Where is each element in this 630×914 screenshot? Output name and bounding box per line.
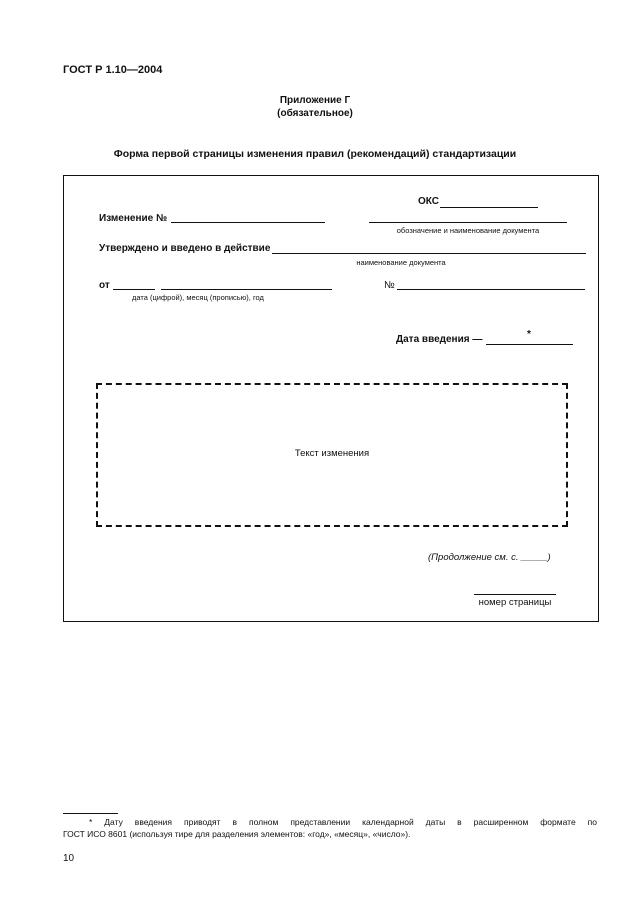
footnote-line-1 — [63, 817, 597, 827]
oks-line — [440, 207, 538, 208]
form-title: Форма первой страницы изменения правил (рекомендаций) стандартизации — [113, 148, 517, 160]
intro-date-asterisk: * — [527, 329, 531, 340]
doc-designation-line — [369, 222, 567, 223]
number-line — [397, 289, 585, 290]
intro-date-label: Дата введения — — [396, 334, 483, 345]
continuation-note: (Продолжение см. с. _____) — [428, 552, 551, 563]
doc-caption: обозначение и наименование документа — [396, 226, 540, 235]
oks-label: ОКС — [418, 196, 439, 207]
page-number-caption: номер страницы — [478, 597, 552, 608]
standard-id: ГОСТ Р 1.10—2004 — [63, 64, 163, 76]
page-number-line — [474, 594, 556, 595]
footnote-line-2: ГОСТ ИСО 8601 (используя тире для разделения элементов: «год», «месяц», «число»). — [63, 829, 411, 839]
footnote-text-1: Дату введения приводят в полном представлении календарной даты в расширенном формате по — [104, 817, 597, 827]
approved-line — [272, 253, 586, 254]
change-text-label: Текст изменения — [294, 448, 370, 459]
footnote-separator — [63, 813, 118, 814]
date-caption: дата (цифрой), месяц (прописью), год — [132, 293, 264, 302]
change-label: Изменение № — [99, 213, 168, 224]
appendix-status: (обязательное) — [277, 108, 353, 119]
from-label: от — [99, 280, 110, 291]
from-day-line — [113, 289, 155, 290]
approved-label: Утверждено и введено в действие — [99, 243, 271, 254]
change-number-line — [171, 222, 325, 223]
page-number: 10 — [63, 853, 75, 864]
number-label: № — [384, 280, 395, 291]
appendix-title: Приложение Г — [279, 95, 351, 106]
from-month-year-line — [161, 289, 332, 290]
doc-name-caption: наименование документа — [356, 258, 446, 267]
footnote-marker: * — [89, 817, 93, 827]
intro-date-line — [486, 344, 573, 345]
